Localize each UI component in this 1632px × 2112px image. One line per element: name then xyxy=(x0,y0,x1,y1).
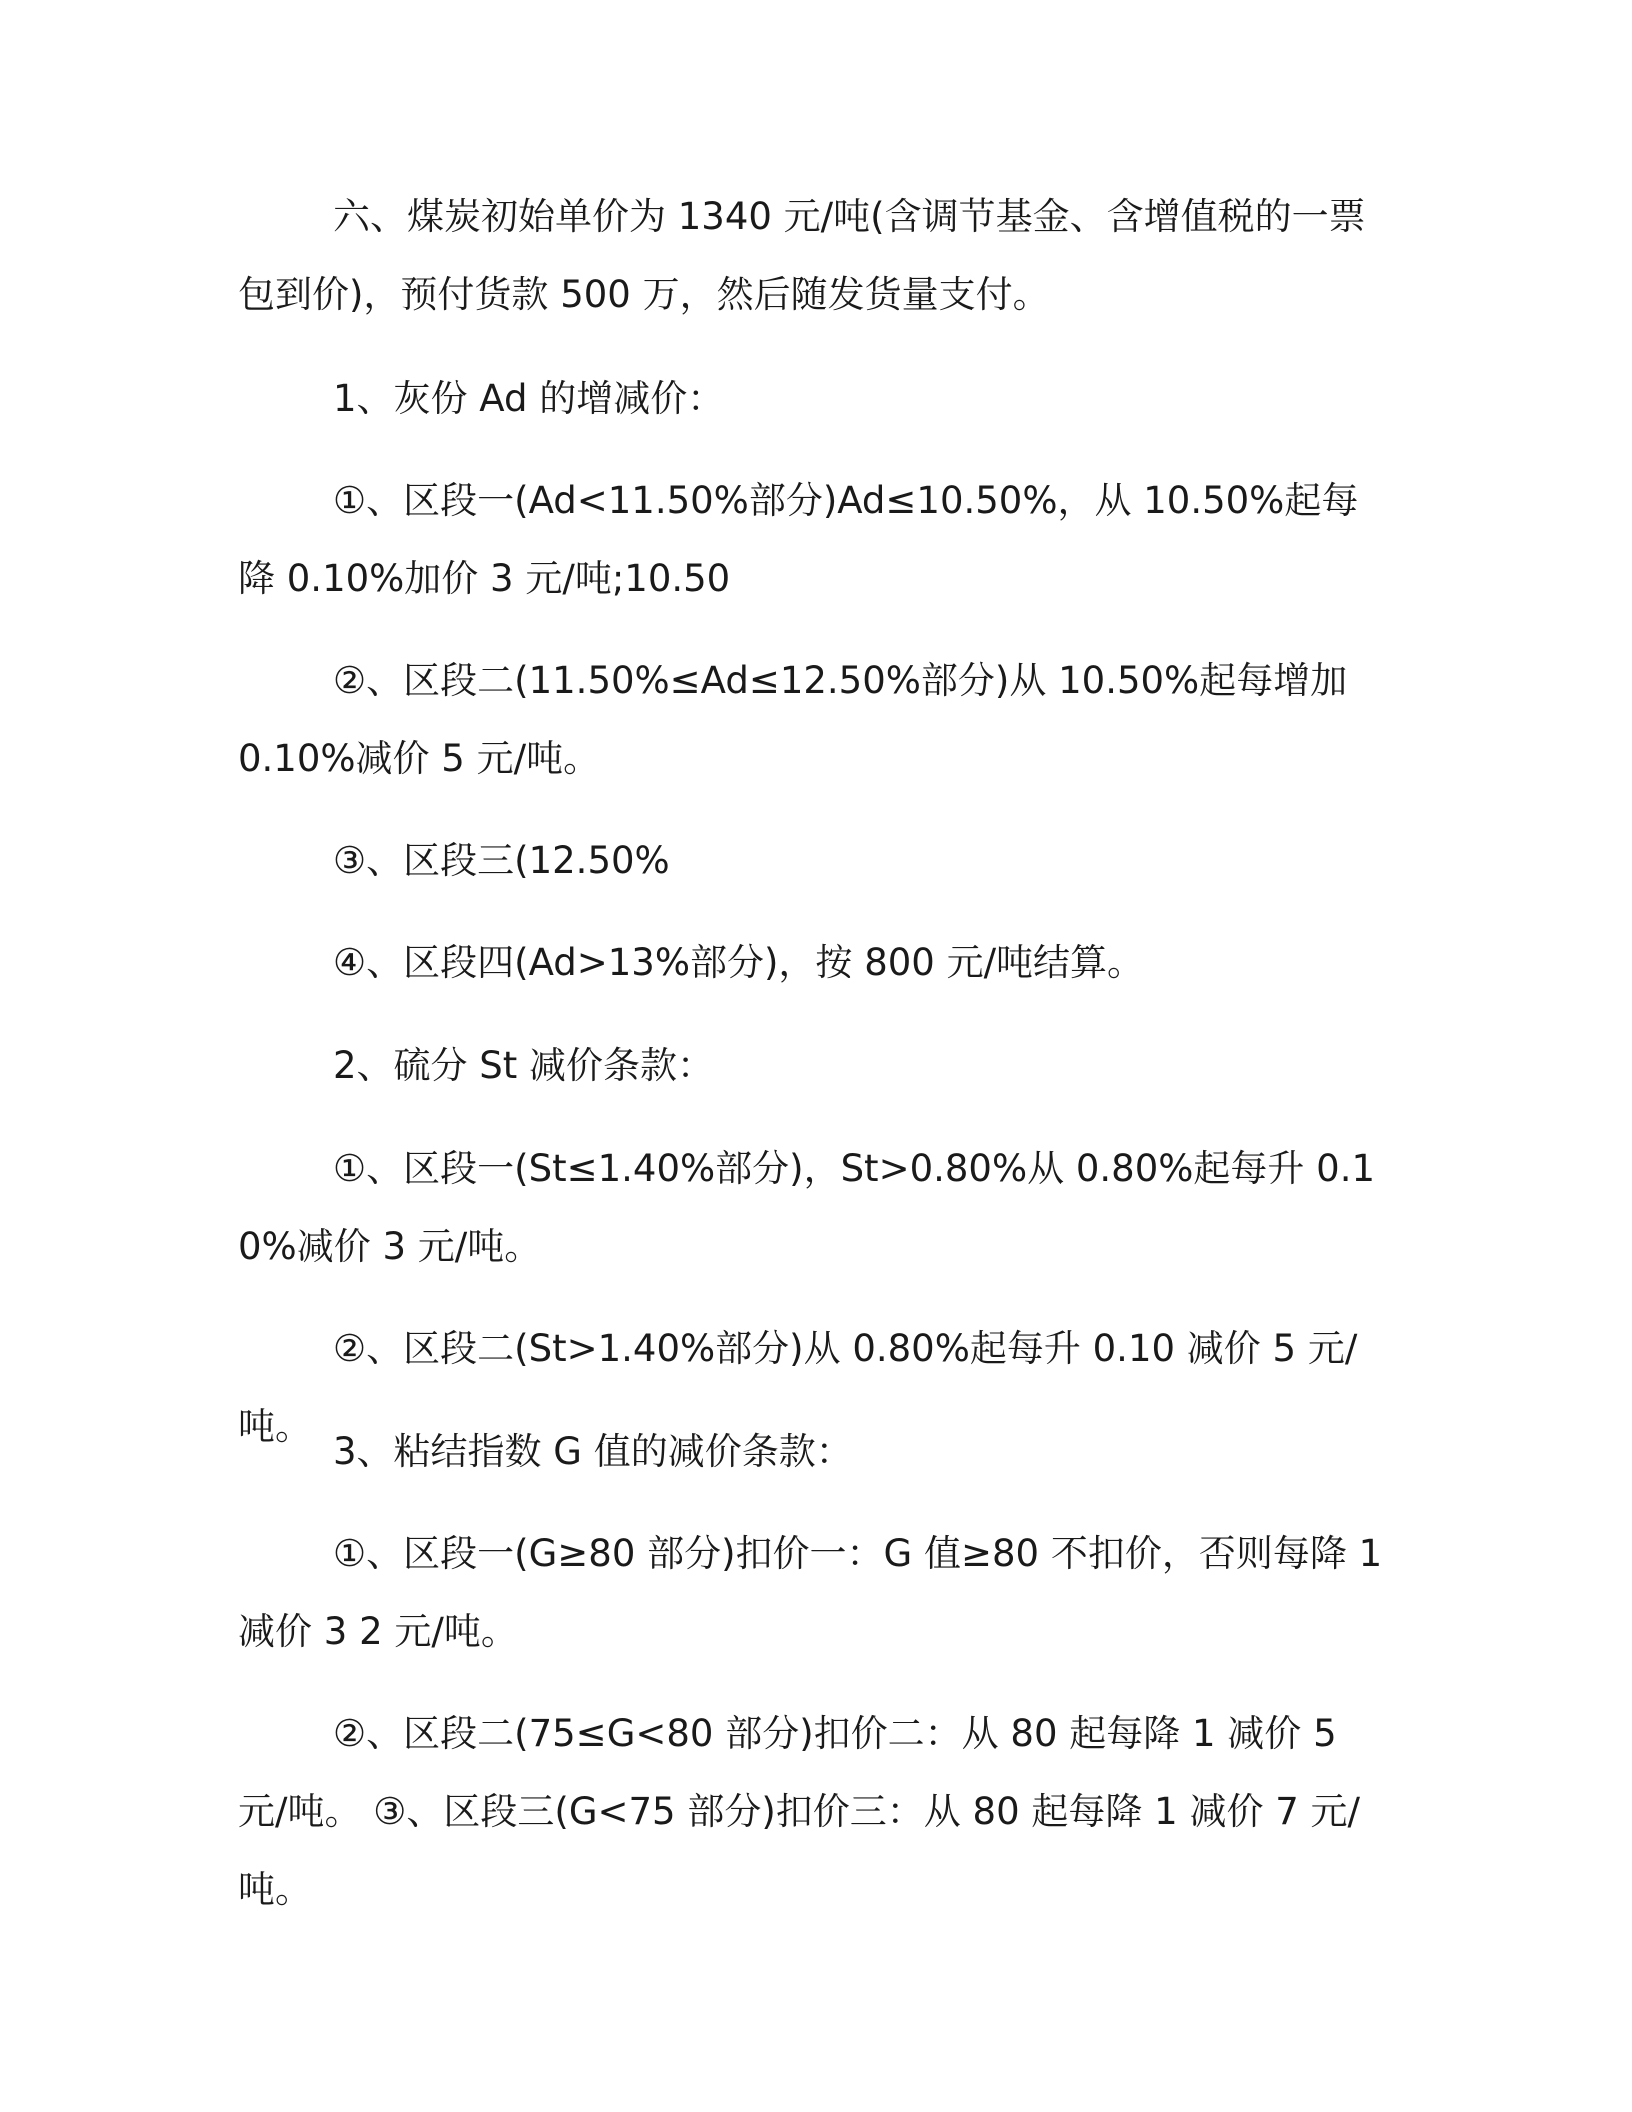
paragraph-ash-section-3: ③、区段三(12.50% xyxy=(333,839,670,882)
paragraph-g-value-section-2-3: ②、区段二(75≤G<80 部分)扣价二：从 80 起每降 1 减价 5 元/吨。 ③、区段三(G<75 部分)扣价三：从 80 起每降 1 减价 7 元/吨。 xyxy=(238,1712,1360,1911)
paragraph-sulfur-section-2: ②、区段二(St>1.40%部分)从 0.80%起每升 0.10 减价 5 元/吨。 xyxy=(238,1327,1358,1448)
paragraph-g-value-heading: 3、粘结指数 G 值的减价条款： xyxy=(333,1430,853,1473)
paragraph-initial-price: 六、煤炭初始单价为 1340 元/吨(含调节基金、含增值税的一票包到价)，预付货款 500 万，然后随发货量支付。 xyxy=(238,195,1366,316)
paragraph-ash-section-1: ①、区段一(Ad<11.50%部分)Ad≤10.50%，从 10.50%起每降 0.10%加价 3 元/吨;10.50 xyxy=(238,479,1359,600)
paragraph-sulfur-section-1: ①、区段一(St≤1.40%部分)，St>0.80%从 0.80%起每升 0.10%减价 3 元/吨。 xyxy=(238,1147,1376,1268)
paragraph-ash-section-4: ④、区段四(Ad>13%部分)，按 800 元/吨结算。 xyxy=(333,941,1145,984)
paragraph-ash-section-2: ②、区段二(11.50%≤Ad≤12.50%部分)从 10.50%起每增加 0.10%减价 5 元/吨。 xyxy=(238,659,1348,780)
paragraph-sulfur-heading: 2、硫分 St 减价条款： xyxy=(333,1044,715,1087)
paragraph-ash-heading: 1、灰份 Ad 的增减价： xyxy=(333,377,725,420)
paragraph-g-value-section-1: ①、区段一(G≥80 部分)扣价一：G 值≥80 不扣价，否则每降 1 减价 3 2 元/吨。 xyxy=(238,1532,1383,1653)
